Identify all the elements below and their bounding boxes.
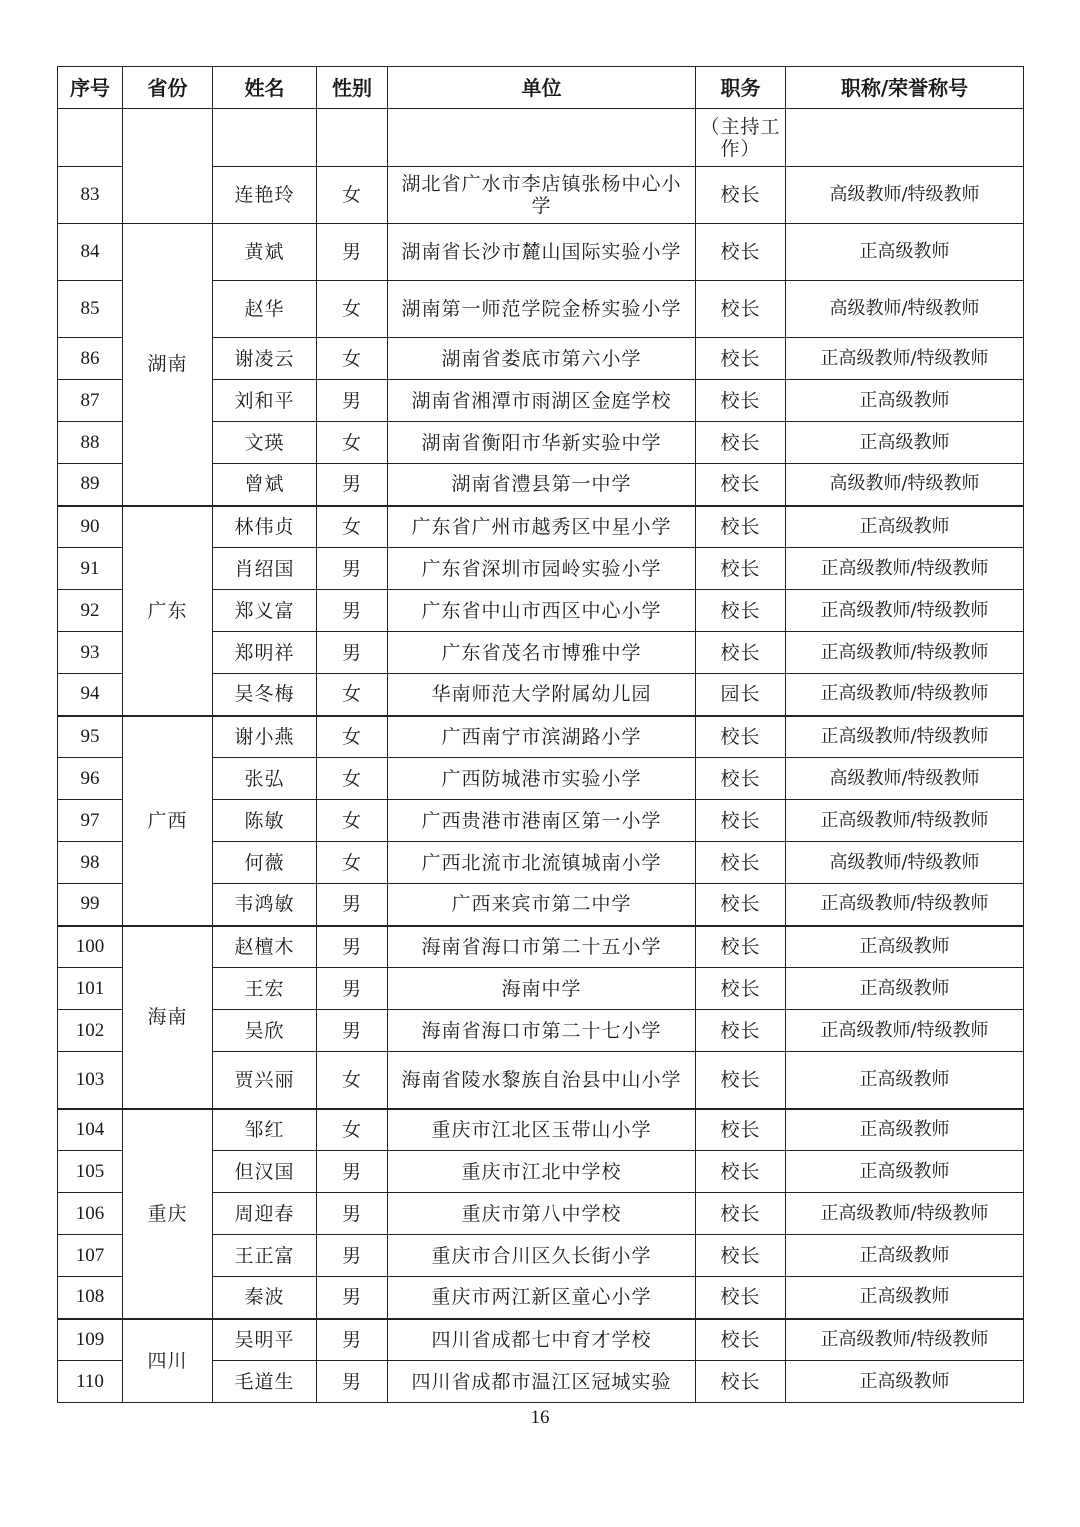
row-gender: 男 <box>317 1277 388 1319</box>
row-unit: 广西贵港市港南区第一小学 <box>388 800 696 842</box>
row-gender: 男 <box>317 884 388 926</box>
row-name: 韦鸿敏 <box>213 884 317 926</box>
row-position: 校长 <box>696 1151 786 1193</box>
row-gender: 男 <box>317 968 388 1010</box>
row-unit: 四川省成都七中育才学校 <box>388 1319 696 1361</box>
row-unit: 海南省海口市第二十七小学 <box>388 1010 696 1052</box>
row-no: 95 <box>58 716 123 758</box>
row-title: 正高级教师/特级教师 <box>786 1319 1024 1361</box>
row-name: 谢小燕 <box>213 716 317 758</box>
row-name: 赵檀木 <box>213 926 317 968</box>
row-title: 正高级教师 <box>786 224 1024 281</box>
row-title: 正高级教师 <box>786 1277 1024 1319</box>
row-name: 吴明平 <box>213 1319 317 1361</box>
page-number: 16 <box>530 1407 550 1428</box>
row-position: 校长 <box>696 548 786 590</box>
row-unit: 湖南省长沙市麓山国际实验小学 <box>388 224 696 281</box>
row-no: 98 <box>58 842 123 884</box>
header-title: 职称/荣誉称号 <box>786 67 1024 109</box>
row-position: 校长 <box>696 380 786 422</box>
row-name: 郑明祥 <box>213 632 317 674</box>
table-row <box>58 1109 1024 1151</box>
row-position: 校长 <box>696 224 786 281</box>
row-no: 90 <box>58 506 123 548</box>
row-gender: 女 <box>317 800 388 842</box>
row-no: 107 <box>58 1235 123 1277</box>
row-name: 陈敏 <box>213 800 317 842</box>
row-no: 101 <box>58 968 123 1010</box>
row-unit: 重庆市合川区久长街小学 <box>388 1235 696 1277</box>
header-row <box>58 67 1024 109</box>
row-name: 但汉国 <box>213 1151 317 1193</box>
row-position: 校长 <box>696 464 786 506</box>
row-unit: 广西北流市北流镇城南小学 <box>388 842 696 884</box>
row-position: 校长 <box>696 338 786 380</box>
row-no: 102 <box>58 1010 123 1052</box>
roster-body <box>58 109 1024 1403</box>
row-unit: 广东省茂名市博雅中学 <box>388 632 696 674</box>
row-position: 园长 <box>696 674 786 716</box>
row-title <box>786 109 1024 167</box>
row-gender: 男 <box>317 632 388 674</box>
row-province: 湖南 <box>123 224 213 506</box>
row-position: 校长 <box>696 926 786 968</box>
row-unit: 四川省成都市温江区冠城实验 <box>388 1361 696 1403</box>
row-gender: 女 <box>317 716 388 758</box>
row-no: 100 <box>58 926 123 968</box>
row-position: 校长 <box>696 842 786 884</box>
row-no: 108 <box>58 1277 123 1319</box>
row-gender: 女 <box>317 842 388 884</box>
row-name: 王正富 <box>213 1235 317 1277</box>
row-position: 校长 <box>696 1052 786 1109</box>
row-gender: 男 <box>317 548 388 590</box>
row-unit: 海南省海口市第二十五小学 <box>388 926 696 968</box>
row-name: 周迎春 <box>213 1193 317 1235</box>
row-title: 高级教师/特级教师 <box>786 167 1024 224</box>
row-unit: 广东省中山市西区中心小学 <box>388 590 696 632</box>
row-position: 校长 <box>696 1361 786 1403</box>
row-gender: 女 <box>317 674 388 716</box>
row-unit: 湖南省衡阳市华新实验中学 <box>388 422 696 464</box>
row-unit: 重庆市江北区玉带山小学 <box>388 1109 696 1151</box>
row-name: 郑义富 <box>213 590 317 632</box>
row-unit: 海南省陵水黎族自治县中山小学 <box>388 1052 696 1109</box>
row-unit: 广西防城港市实验小学 <box>388 758 696 800</box>
row-name: 谢凌云 <box>213 338 317 380</box>
table-row <box>58 224 1024 281</box>
row-unit: 广西来宾市第二中学 <box>388 884 696 926</box>
row-no: 87 <box>58 380 123 422</box>
row-gender: 男 <box>317 464 388 506</box>
header-name: 姓名 <box>213 67 317 109</box>
row-no: 99 <box>58 884 123 926</box>
row-gender: 女 <box>317 1109 388 1151</box>
row-title: 高级教师/特级教师 <box>786 281 1024 338</box>
row-title: 正高级教师/特级教师 <box>786 338 1024 380</box>
row-name <box>213 109 317 167</box>
row-title: 高级教师/特级教师 <box>786 842 1024 884</box>
row-name: 黄斌 <box>213 224 317 281</box>
row-name: 王宏 <box>213 968 317 1010</box>
row-title: 正高级教师/特级教师 <box>786 800 1024 842</box>
row-title: 正高级教师 <box>786 1151 1024 1193</box>
row-name: 肖绍国 <box>213 548 317 590</box>
row-title: 正高级教师 <box>786 380 1024 422</box>
row-position: 校长 <box>696 884 786 926</box>
row-no: 86 <box>58 338 123 380</box>
row-province: 广东 <box>123 506 213 716</box>
row-gender: 男 <box>317 590 388 632</box>
row-position: 校长 <box>696 800 786 842</box>
row-gender: 男 <box>317 1235 388 1277</box>
table-row <box>58 926 1024 968</box>
teacher-roster-table <box>57 66 1024 1403</box>
row-title: 正高级教师/特级教师 <box>786 632 1024 674</box>
row-name: 何薇 <box>213 842 317 884</box>
row-unit: 重庆市两江新区童心小学 <box>388 1277 696 1319</box>
row-gender: 女 <box>317 506 388 548</box>
row-title: 正高级教师/特级教师 <box>786 590 1024 632</box>
row-gender: 男 <box>317 380 388 422</box>
row-name: 秦波 <box>213 1277 317 1319</box>
row-title: 正高级教师 <box>786 1235 1024 1277</box>
table-row <box>58 1319 1024 1361</box>
row-title: 正高级教师/特级教师 <box>786 1193 1024 1235</box>
row-gender: 男 <box>317 224 388 281</box>
row-gender: 男 <box>317 1193 388 1235</box>
row-no: 103 <box>58 1052 123 1109</box>
row-no: 88 <box>58 422 123 464</box>
row-title: 正高级教师 <box>786 1361 1024 1403</box>
row-title: 高级教师/特级教师 <box>786 758 1024 800</box>
row-position: 校长 <box>696 1319 786 1361</box>
row-no: 109 <box>58 1319 123 1361</box>
row-name: 文瑛 <box>213 422 317 464</box>
row-unit: 湖北省广水市李店镇张杨中心小学 <box>388 167 696 224</box>
row-title: 正高级教师/特级教师 <box>786 884 1024 926</box>
row-title: 正高级教师 <box>786 422 1024 464</box>
row-gender: 女 <box>317 338 388 380</box>
row-position: 校长 <box>696 281 786 338</box>
row-title: 正高级教师/特级教师 <box>786 548 1024 590</box>
row-unit <box>388 109 696 167</box>
row-no: 94 <box>58 674 123 716</box>
row-gender: 女 <box>317 1052 388 1109</box>
header-province: 省份 <box>123 67 213 109</box>
row-name: 连艳玲 <box>213 167 317 224</box>
row-title: 正高级教师/特级教师 <box>786 716 1024 758</box>
row-position: 校长 <box>696 1235 786 1277</box>
row-gender: 男 <box>317 1361 388 1403</box>
row-gender: 女 <box>317 167 388 224</box>
row-title: 正高级教师 <box>786 968 1024 1010</box>
row-name: 林伟贞 <box>213 506 317 548</box>
row-position: 校长 <box>696 590 786 632</box>
row-gender: 男 <box>317 1010 388 1052</box>
row-position: 校长 <box>696 758 786 800</box>
row-unit: 广东省广州市越秀区中星小学 <box>388 506 696 548</box>
row-position: （主持工作） <box>696 109 786 167</box>
row-title: 正高级教师 <box>786 926 1024 968</box>
row-position: 校长 <box>696 716 786 758</box>
row-gender: 男 <box>317 1151 388 1193</box>
row-name: 贾兴丽 <box>213 1052 317 1109</box>
row-position: 校长 <box>696 167 786 224</box>
row-position: 校长 <box>696 1010 786 1052</box>
row-gender <box>317 109 388 167</box>
row-province: 海南 <box>123 926 213 1109</box>
row-unit: 广西南宁市滨湖路小学 <box>388 716 696 758</box>
row-position: 校长 <box>696 506 786 548</box>
row-unit: 湖南省湘潭市雨湖区金庭学校 <box>388 380 696 422</box>
row-no: 84 <box>58 224 123 281</box>
row-gender: 女 <box>317 281 388 338</box>
row-no: 96 <box>58 758 123 800</box>
row-name: 刘和平 <box>213 380 317 422</box>
row-title: 正高级教师 <box>786 1109 1024 1151</box>
row-no: 85 <box>58 281 123 338</box>
row-no: 89 <box>58 464 123 506</box>
table-row <box>58 109 1024 167</box>
row-gender: 男 <box>317 1319 388 1361</box>
row-position: 校长 <box>696 1193 786 1235</box>
row-title: 高级教师/特级教师 <box>786 464 1024 506</box>
row-unit: 华南师范大学附属幼儿园 <box>388 674 696 716</box>
row-position: 校长 <box>696 1277 786 1319</box>
row-no: 91 <box>58 548 123 590</box>
row-unit: 湖南省澧县第一中学 <box>388 464 696 506</box>
header-unit: 单位 <box>388 67 696 109</box>
row-no: 97 <box>58 800 123 842</box>
row-position: 校长 <box>696 632 786 674</box>
row-name: 毛道生 <box>213 1361 317 1403</box>
row-gender: 女 <box>317 758 388 800</box>
table-row <box>58 716 1024 758</box>
row-province <box>123 109 213 224</box>
row-title: 正高级教师/特级教师 <box>786 674 1024 716</box>
row-province: 广西 <box>123 716 213 926</box>
row-no: 104 <box>58 1109 123 1151</box>
row-no: 110 <box>58 1361 123 1403</box>
row-title: 正高级教师/特级教师 <box>786 1010 1024 1052</box>
row-no: 83 <box>58 167 123 224</box>
row-no <box>58 109 123 167</box>
row-name: 吴冬梅 <box>213 674 317 716</box>
row-position: 校长 <box>696 1109 786 1151</box>
row-gender: 女 <box>317 422 388 464</box>
row-no: 106 <box>58 1193 123 1235</box>
row-position: 校长 <box>696 968 786 1010</box>
header-no: 序号 <box>58 67 123 109</box>
row-no: 92 <box>58 590 123 632</box>
row-position: 校长 <box>696 422 786 464</box>
table-row <box>58 506 1024 548</box>
row-no: 105 <box>58 1151 123 1193</box>
row-province: 四川 <box>123 1319 213 1403</box>
row-name: 吴欣 <box>213 1010 317 1052</box>
row-unit: 海南中学 <box>388 968 696 1010</box>
row-title: 正高级教师 <box>786 1052 1024 1109</box>
row-name: 张弘 <box>213 758 317 800</box>
row-unit: 广东省深圳市园岭实验小学 <box>388 548 696 590</box>
row-unit: 湖南第一师范学院金桥实验小学 <box>388 281 696 338</box>
header-gender: 性别 <box>317 67 388 109</box>
header-position: 职务 <box>696 67 786 109</box>
row-unit: 重庆市第八中学校 <box>388 1193 696 1235</box>
row-no: 93 <box>58 632 123 674</box>
row-name: 赵华 <box>213 281 317 338</box>
row-name: 曾斌 <box>213 464 317 506</box>
row-unit: 湖南省娄底市第六小学 <box>388 338 696 380</box>
row-name: 邹红 <box>213 1109 317 1151</box>
row-gender: 男 <box>317 926 388 968</box>
row-unit: 重庆市江北中学校 <box>388 1151 696 1193</box>
row-province: 重庆 <box>123 1109 213 1319</box>
row-title: 正高级教师 <box>786 506 1024 548</box>
